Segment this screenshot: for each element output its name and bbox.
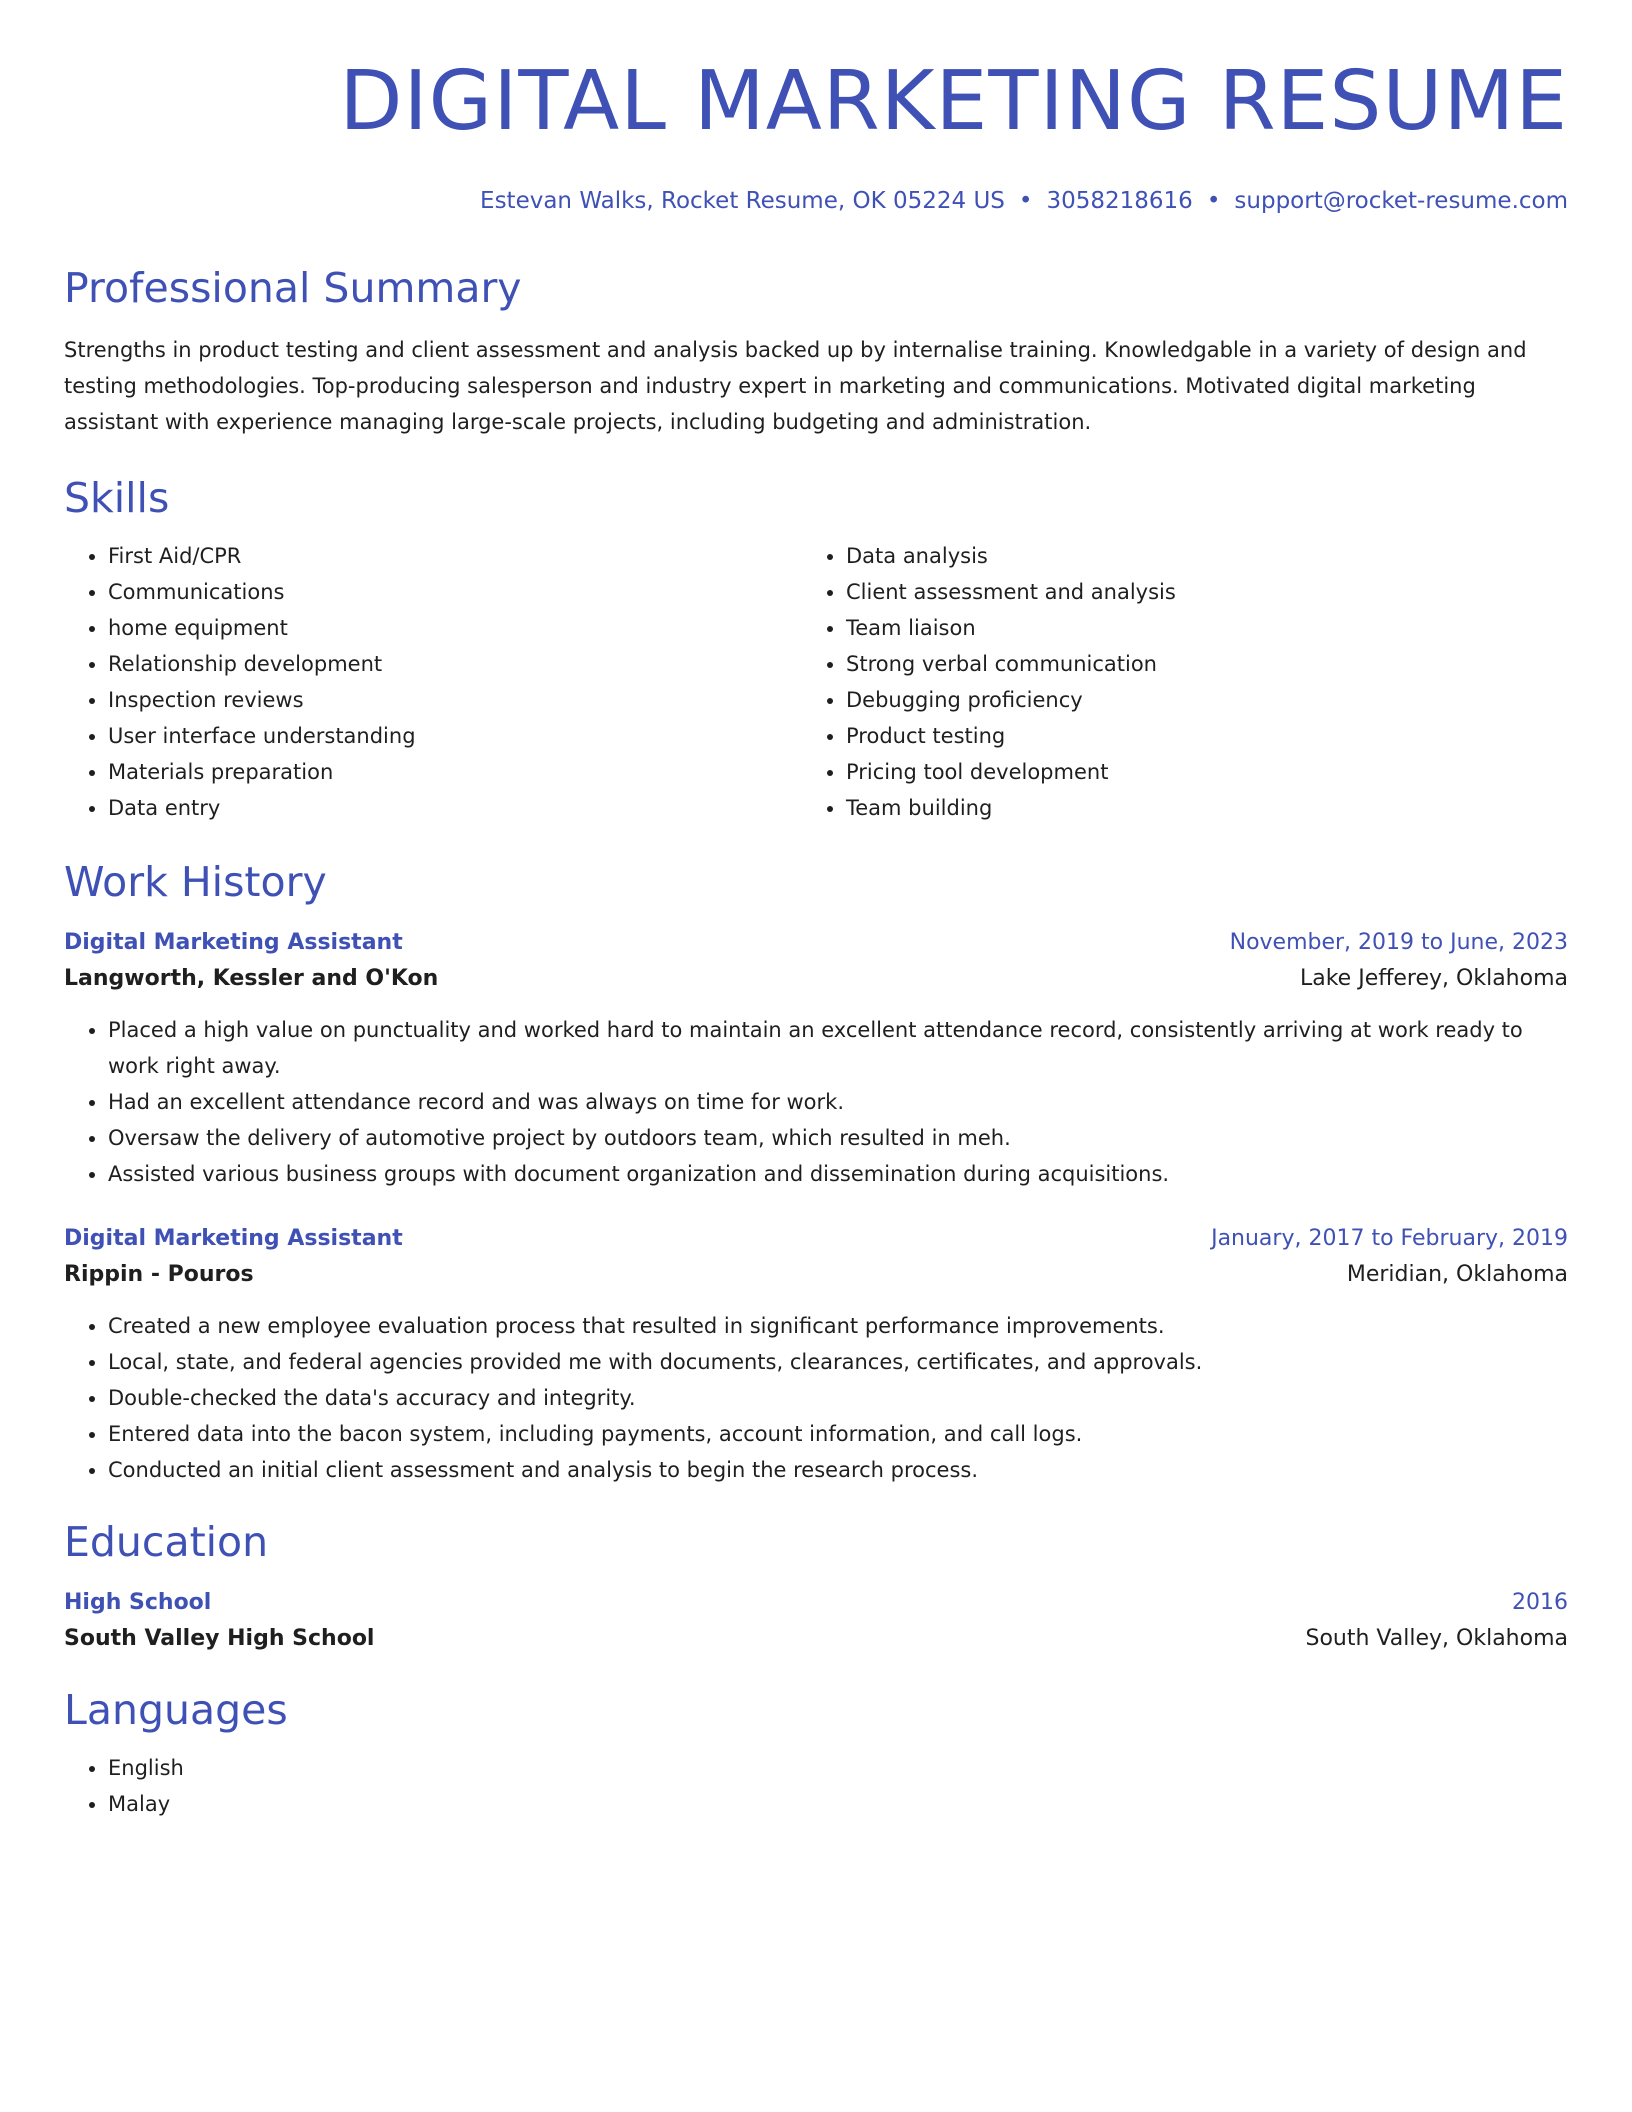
skill-item: • Strong verbal communication bbox=[846, 646, 1540, 682]
education-school-row bbox=[64, 1620, 1568, 1658]
skills-list-left bbox=[64, 538, 802, 826]
job-bullets bbox=[64, 1012, 1568, 1192]
language-item: • Malay bbox=[108, 1786, 1568, 1822]
job-location: Meridian, Oklahoma bbox=[1346, 1262, 1568, 1287]
job-bullet: • Conducted an initial client assessment and analysis to begin the research process. bbox=[108, 1452, 1568, 1488]
job-bullets bbox=[64, 1308, 1568, 1488]
skills-heading: Skills bbox=[64, 474, 170, 522]
languages-list bbox=[64, 1750, 1568, 1822]
job-entry bbox=[64, 926, 1568, 1192]
skill-item: • Relationship development bbox=[108, 646, 802, 682]
job-title-row bbox=[64, 1222, 1568, 1256]
skill-item: • Product testing bbox=[846, 718, 1540, 754]
skill-item: • Data analysis bbox=[846, 538, 1540, 574]
skill-item: • Debugging proficiency bbox=[846, 682, 1540, 718]
skill-item: • Communications bbox=[108, 574, 802, 610]
work-history-heading: Work History bbox=[64, 858, 327, 906]
education-location: South Valley, Oklahoma bbox=[1305, 1626, 1568, 1651]
separator-dot: • bbox=[1018, 188, 1033, 214]
skills-section bbox=[64, 472, 1568, 826]
contact-phone: 3058218616 bbox=[1046, 188, 1193, 214]
skill-item: • Materials preparation bbox=[108, 754, 802, 790]
skill-item: • User interface understanding bbox=[108, 718, 802, 754]
skills-list-right bbox=[802, 538, 1540, 826]
job-company: Langworth, Kessler and O'Kon bbox=[64, 966, 439, 991]
job-location: Lake Jefferey, Oklahoma bbox=[1299, 966, 1568, 991]
resume-header bbox=[64, 52, 1568, 216]
job-dates: January, 2017 to February, 2019 bbox=[1211, 1226, 1568, 1251]
education-heading: Education bbox=[64, 1518, 269, 1566]
skills-columns bbox=[64, 538, 1568, 826]
summary-section bbox=[64, 262, 1568, 440]
job-bullet: • Entered data into the bacon system, including payments, account information, and call logs. bbox=[108, 1416, 1568, 1452]
job-title: Digital Marketing Assistant bbox=[64, 930, 403, 955]
job-bullet: • Assisted various business groups with document organization and dissemination during acquisitions. bbox=[108, 1156, 1568, 1192]
job-bullet: • Created a new employee evaluation process that resulted in significant performance improvements. bbox=[108, 1308, 1568, 1344]
education-section bbox=[64, 1516, 1568, 1658]
job-bullet: • Local, state, and federal agencies provided me with documents, clearances, certificates, and approvals. bbox=[108, 1344, 1568, 1380]
skill-item: • Pricing tool development bbox=[846, 754, 1540, 790]
education-year: 2016 bbox=[1512, 1590, 1568, 1615]
work-history-section bbox=[64, 856, 1568, 1488]
language-item: • English bbox=[108, 1750, 1568, 1786]
contact-address: Estevan Walks, Rocket Resume, OK 05224 US bbox=[480, 188, 1005, 214]
education-school: South Valley High School bbox=[64, 1626, 375, 1651]
skill-item: • home equipment bbox=[108, 610, 802, 646]
languages-section bbox=[64, 1684, 1568, 1822]
summary-heading: Professional Summary bbox=[64, 264, 522, 312]
job-title-row bbox=[64, 926, 1568, 960]
job-bullet: • Double-checked the data's accuracy and integrity. bbox=[108, 1380, 1568, 1416]
skill-item: • Team liaison bbox=[846, 610, 1540, 646]
summary-text: Strengths in product testing and client assessment and analysis backed up by internalise training. Knowledgable in a variety of design and testing methodologies. Top-producing salesperson and industry expert in marketing and communications. Motivated digital marketing assistant with experience managing large-scale projects, including budgeting and administration. bbox=[64, 338, 1527, 434]
skill-item: • Data entry bbox=[108, 790, 802, 826]
job-bullet: • Had an excellent attendance record and was always on time for work. bbox=[108, 1084, 1568, 1120]
languages-heading: Languages bbox=[64, 1686, 288, 1734]
skill-item: • Team building bbox=[846, 790, 1540, 826]
contact-line bbox=[64, 186, 1568, 216]
skill-item: • Client assessment and analysis bbox=[846, 574, 1540, 610]
contact-email: support@rocket-resume.com bbox=[1234, 188, 1568, 214]
job-entry bbox=[64, 1222, 1568, 1488]
education-entry bbox=[64, 1586, 1568, 1658]
job-company: Rippin - Pouros bbox=[64, 1262, 254, 1287]
job-company-row bbox=[64, 960, 1568, 998]
education-degree: High School bbox=[64, 1590, 212, 1615]
separator-dot: • bbox=[1206, 188, 1221, 214]
job-dates: November, 2019 to June, 2023 bbox=[1229, 930, 1568, 955]
job-bullet: • Placed a high value on punctuality and worked hard to maintain an excellent attendance record, consistently arriving at work ready to work right away. bbox=[108, 1012, 1568, 1084]
skill-item: • Inspection reviews bbox=[108, 682, 802, 718]
job-title: Digital Marketing Assistant bbox=[64, 1226, 403, 1251]
education-degree-row bbox=[64, 1586, 1568, 1620]
resume-title: DIGITAL MARKETING RESUME bbox=[339, 54, 1568, 149]
job-bullet: • Oversaw the delivery of automotive project by outdoors team, which resulted in meh. bbox=[108, 1120, 1568, 1156]
skill-item: • First Aid/CPR bbox=[108, 538, 802, 574]
job-company-row bbox=[64, 1256, 1568, 1294]
